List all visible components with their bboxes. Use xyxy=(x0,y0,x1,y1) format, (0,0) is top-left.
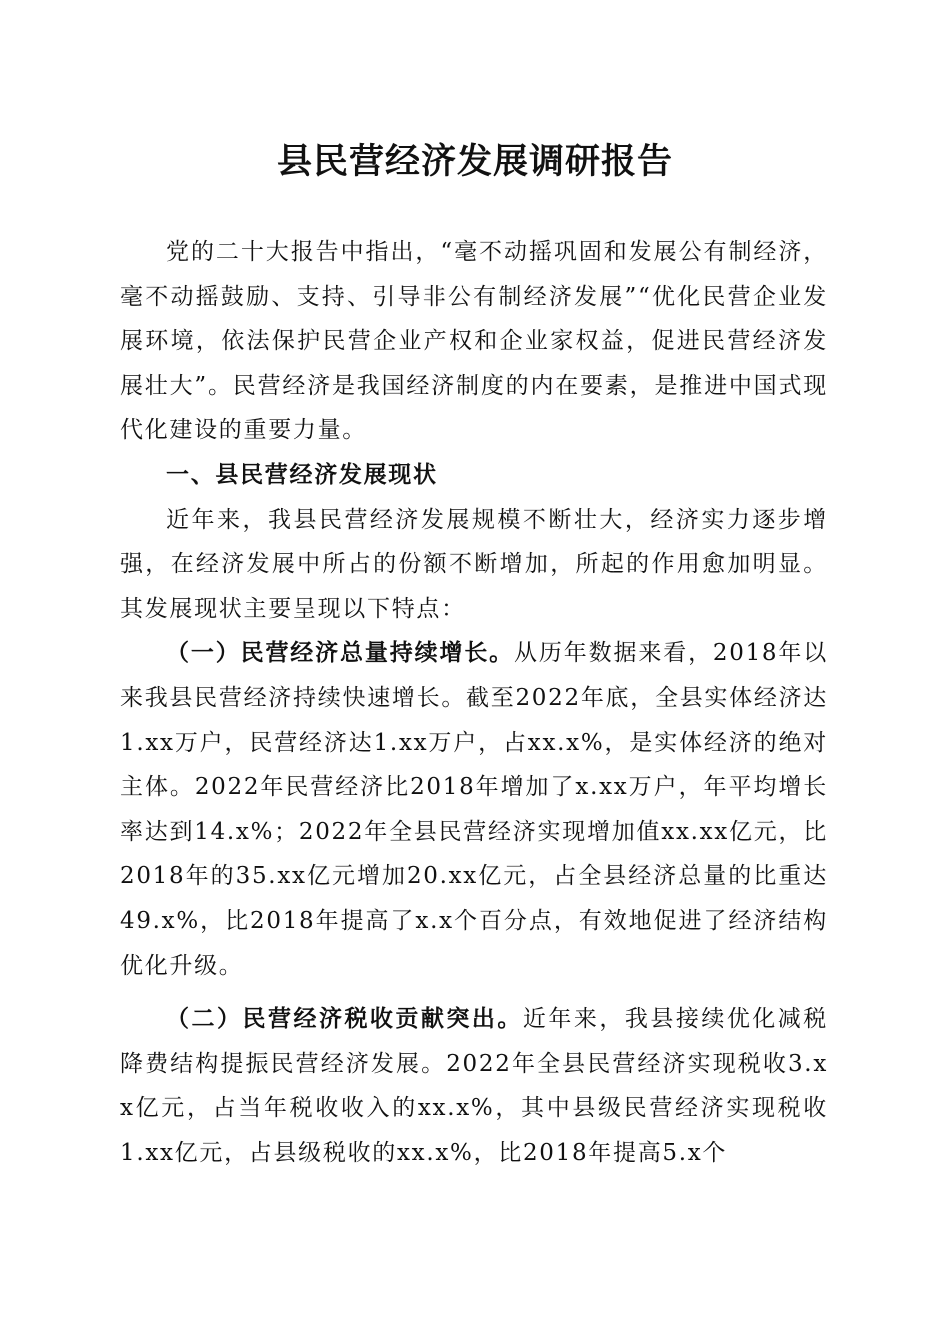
point-one-lead: （一）民营经济总量持续增长。 xyxy=(166,639,515,667)
point-two-lead: （二）民营经济税收贡献突出。 xyxy=(166,1005,523,1033)
section-intro-paragraph: 近年来，我县民营经济发展规模不断壮大，经济实力逐步增强，在经济发展中所占的份额不断增加，所起的作用愈加明显。其发展现状主要呈现以下特点： xyxy=(120,506,828,622)
intro-paragraph: 党的二十大报告中指出，“毫不动摇巩固和发展公有制经济，毫不动摇鼓励、支持、引导非公有制经济发展”“优化民营企业发展环境，依法保护民营企业产权和企业家权益，促进民营经济发展壮大”。民营经济是我国经济制度的内在要素，是推进中国式现代化建设的重要力量。 xyxy=(120,239,828,444)
point-one-paragraph xyxy=(120,631,828,988)
document-body xyxy=(120,230,828,1175)
point-one-text: 从历年数据来看，2018年以来我县民营经济持续快速增长。截至2022年底，全县实体经济达1.xx万户，民营经济达1.xx万户，占xx.x%，是实体经济的绝对主体。2022年民营经济比2018年增加了x.xx万户，年平均增长率达到14.x%；2022年全县民营经济实现增加值xx.xx亿元，比2018年的35.xx亿元增加20.xx亿元，占全县经济总量的比重达49.x%，比2018年提高了x.x个百分点，有效地促进了经济结构优化升级。 xyxy=(120,640,828,979)
point-two-paragraph xyxy=(120,997,828,1175)
point-two-text: 近年来，我县接续优化减税降费结构提振民营经济发展。2022年全县民营经济实现税收3.xx亿元，占当年税收收入的xx.x%，其中县级民营经济实现税收1.xx亿元，占县级税收的xx.x%，比2018年提高5.x个 xyxy=(120,1006,828,1166)
document-title: 县民营经济发展调研报告 xyxy=(276,141,673,182)
section-heading: 一、县民营经济发展现状 xyxy=(166,461,438,488)
